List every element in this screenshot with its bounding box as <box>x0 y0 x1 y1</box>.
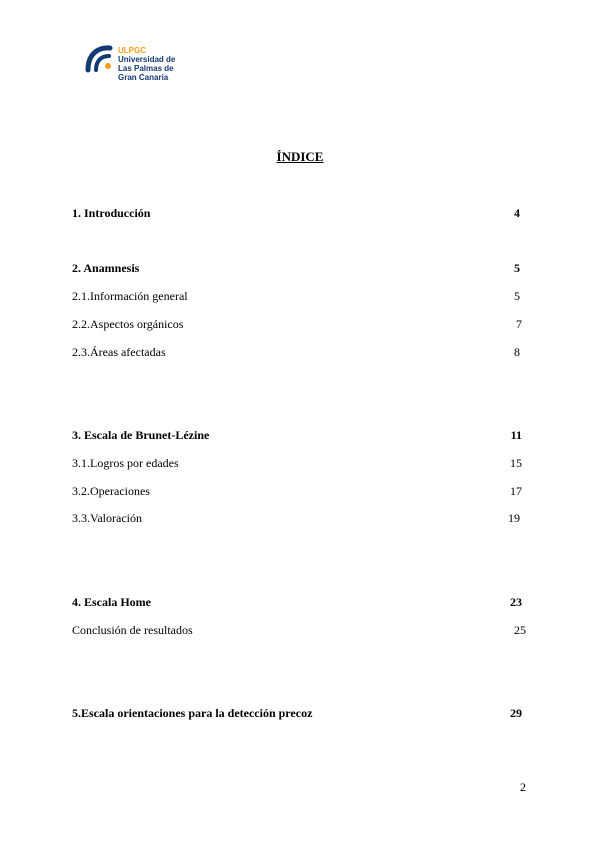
toc-page-introduccion: 4 <box>514 206 520 220</box>
toc-page-brunet-lezine: 11 <box>510 428 522 442</box>
logo-acronym: ULPGC <box>118 46 146 55</box>
page-title <box>0 149 600 165</box>
logo-name-line1: Universidad de <box>118 55 176 64</box>
toc-page-areas-afectadas: 8 <box>514 345 520 359</box>
toc-page-anamnesis: 5 <box>514 261 520 275</box>
toc-entry-areas-afectadas[interactable]: 2.3.Áreas afectadas <box>72 345 166 359</box>
toc-page-informacion-general: 5 <box>514 289 520 303</box>
toc-entry-introduccion[interactable]: 1. Introducción <box>72 206 151 220</box>
toc-entry-brunet-lezine[interactable]: 3. Escala de Brunet-Lézine <box>72 428 210 442</box>
page-title-text: ÍNDICE <box>276 149 324 164</box>
toc-entry-deteccion-precoz[interactable]: 5.Escala orientaciones para la detección precoz <box>72 706 313 720</box>
toc-entry-conclusion-resultados[interactable]: Conclusión de resultados <box>72 623 193 637</box>
toc-entry-valoracion[interactable]: 3.3.Valoración <box>72 511 142 525</box>
toc-entry-aspectos-organicos[interactable]: 2.2.Aspectos orgánicos <box>72 317 184 331</box>
toc-page-escala-home: 23 <box>510 595 522 609</box>
logo-wordmark <box>118 46 175 82</box>
toc-entry-logros-por-edades[interactable]: 3.1.Logros por edades <box>72 456 179 470</box>
toc-entry-escala-home[interactable]: 4. Escala Home <box>72 595 151 609</box>
toc-entry-anamnesis[interactable]: 2. Anamnesis <box>72 261 140 275</box>
toc-page-deteccion-precoz: 29 <box>510 706 522 720</box>
toc-page-valoracion: 19 <box>508 511 520 525</box>
toc-page-logros-por-edades: 15 <box>510 456 522 470</box>
toc-entry-operaciones[interactable]: 3.2.Operaciones <box>72 484 150 498</box>
toc-page-conclusion-resultados: 25 <box>514 623 526 637</box>
toc-page-aspectos-organicos: 7 <box>516 317 522 331</box>
logo-name-line2: Las Palmas de <box>118 64 174 73</box>
ulpgc-emblem-icon <box>84 44 114 74</box>
logo-name-line3: Gran Canaria <box>118 73 169 82</box>
university-logo <box>84 44 194 88</box>
page-number: 2 <box>520 780 526 794</box>
toc-page-operaciones: 17 <box>510 484 522 498</box>
toc-entry-informacion-general[interactable]: 2.1.Información general <box>72 289 188 303</box>
